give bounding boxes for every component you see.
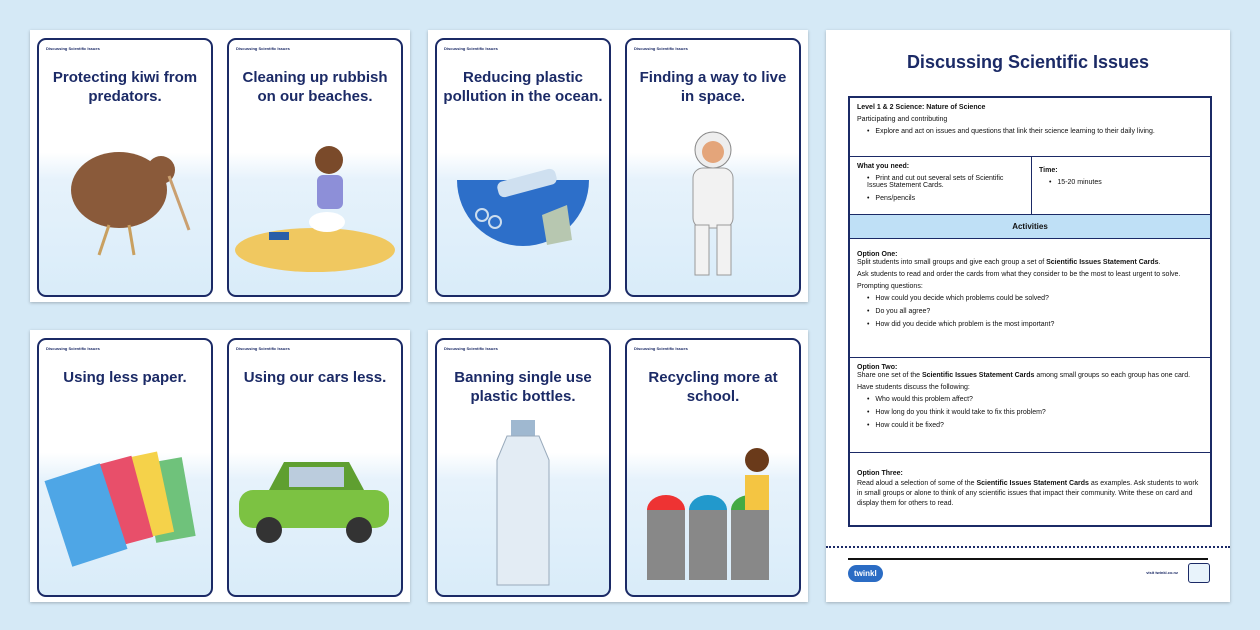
- option-one-text: Split students into small groups and give each group a set of: [857, 259, 1047, 266]
- prompt-label: Prompting questions:: [857, 283, 923, 290]
- statement-card: [227, 38, 403, 297]
- curriculum-badge-icon: [1188, 563, 1210, 583]
- card-header: Discussing Scientific Issues: [634, 46, 688, 51]
- card-header: Discussing Scientific Issues: [444, 46, 498, 51]
- option-two-label: Option Two:: [857, 364, 898, 371]
- girl-beach-icon: [229, 120, 401, 295]
- card-header: Discussing Scientific Issues: [46, 46, 100, 51]
- statement-card: [227, 338, 403, 597]
- instructions-document: [826, 30, 1230, 602]
- card-title: Cleaning up rubbish on our beaches.: [242, 69, 388, 105]
- card-title: Finding a way to live in space.: [639, 69, 787, 105]
- option-three-text-end: as examples. Ask students to work in small groups or alone to think of any scientific issues that impact their community. Write these on card and display them for others to read.: [857, 480, 1199, 507]
- lesson-table: Level 1 & 2 Science: Nature of Science Participating and contributing • Explore and act on issues and questions that link their science learning to their daily living. What you need: • Print and cut out several sets of Scientific Issues Statement Cards. • Pens/pencils Time: • 15-20 minutes Activities Option One: Split students into small groups and give each group a set of Scientific Issues Statement Cards. Ask students to read and order the cards from what they consider to be the most to least urgent to solve. Prompting questions: • How could you decide which problems could be solved? • Do you all agree? • How did you decide which problem is the most important? Option Two: Share one set of the Scientific Issues Statement Cards among small groups so each group has one card. Have students discuss the following: • Who would this problem affect? • How long do you think it would take to fix this problem? • How could it be fixed? Option Three: Read aloud a selection of some of the Scientific Issues Statement Cards as examples. Ask students to work in small groups or alone to think of any scientific issues that impact their community. Write these on card and display them for others to read.: [848, 96, 1212, 527]
- card-title: Recycling more at school.: [648, 369, 778, 405]
- option-two-text: Share one set of the: [857, 372, 922, 379]
- option-one-label: Option One:: [857, 251, 898, 258]
- discuss-item: • Who would this problem affect?: [867, 396, 1203, 403]
- document-title: Discussing Scientific Issues: [906, 52, 1150, 72]
- card-header: Discussing Scientific Issues: [236, 346, 290, 351]
- discuss-item: • How could it be fixed?: [867, 422, 1203, 429]
- prompt-item: • Do you all agree?: [867, 308, 1203, 315]
- cards-name: Scientific Issues Statement Cards: [1046, 259, 1159, 266]
- bottle-icon: [437, 420, 609, 595]
- statement-card: [37, 38, 213, 297]
- statement-card: [625, 338, 801, 597]
- option-three-label: Option Three:: [857, 470, 903, 477]
- option-two-text-end: among small groups so each group has one card.: [1034, 372, 1191, 379]
- need-item: • Pens/pencils: [867, 195, 1024, 202]
- paper-icon: [39, 420, 211, 595]
- car-icon: [229, 420, 401, 595]
- curriculum-level: Level 1 & 2 Science: Nature of Science: [857, 104, 986, 111]
- discuss-item: • How long do you think it would take to fix this problem?: [867, 409, 1203, 416]
- prompt-item: • How could you decide which problems could be solved?: [867, 295, 1203, 302]
- card-header: Discussing Scientific Issues: [46, 346, 100, 351]
- card-title: Banning single use plastic bottles.: [454, 369, 592, 405]
- card-title: Using our cars less.: [243, 369, 387, 386]
- need-label: What you need:: [857, 163, 910, 170]
- card-title: Protecting kiwi from predators.: [52, 69, 198, 105]
- statement-card: [625, 38, 801, 297]
- option-one-text-2: Ask students to read and order the cards from what they consider to be the most to least urgent to solve.: [857, 271, 1181, 278]
- footer-divider: [848, 558, 1208, 560]
- visit-link[interactable]: visit twinkl.co.nz: [1146, 570, 1178, 575]
- astronaut-icon: [627, 120, 799, 295]
- cards-name: Scientific Issues Statement Cards: [976, 480, 1089, 487]
- card-header: Discussing Scientific Issues: [236, 46, 290, 51]
- prompt-item: • How did you decide which problem is the most important?: [867, 321, 1203, 328]
- statement-card: [435, 338, 611, 597]
- twinkl-logo: twinkl: [848, 565, 883, 582]
- option-three-text: Read aloud a selection of some of the: [857, 480, 977, 487]
- cards-name: Scientific Issues Statement Cards: [922, 372, 1035, 379]
- discuss-label: Have students discuss the following:: [857, 384, 970, 391]
- time-value: • 15-20 minutes: [1049, 179, 1102, 186]
- statement-card: [435, 38, 611, 297]
- ocean-icon: [437, 120, 609, 295]
- card-header: Discussing Scientific Issues: [634, 346, 688, 351]
- objective: • Explore and act on issues and questions that link their science learning to their daily living.: [867, 128, 1203, 135]
- statement-card: [37, 338, 213, 597]
- dotted-divider: [826, 546, 1230, 548]
- card-title: Using less paper.: [63, 369, 187, 386]
- card-header: Discussing Scientific Issues: [444, 346, 498, 351]
- strand: Participating and contributing: [857, 116, 948, 123]
- time-label: Time:: [1039, 167, 1058, 174]
- activities-header: Activities: [850, 215, 1210, 239]
- recycling-icon: [627, 420, 799, 595]
- card-title: Reducing plastic pollution in the ocean.: [443, 69, 603, 105]
- kiwi-icon: [39, 120, 211, 295]
- need-item: • Print and cut out several sets of Scientific Issues Statement Cards.: [867, 175, 1024, 189]
